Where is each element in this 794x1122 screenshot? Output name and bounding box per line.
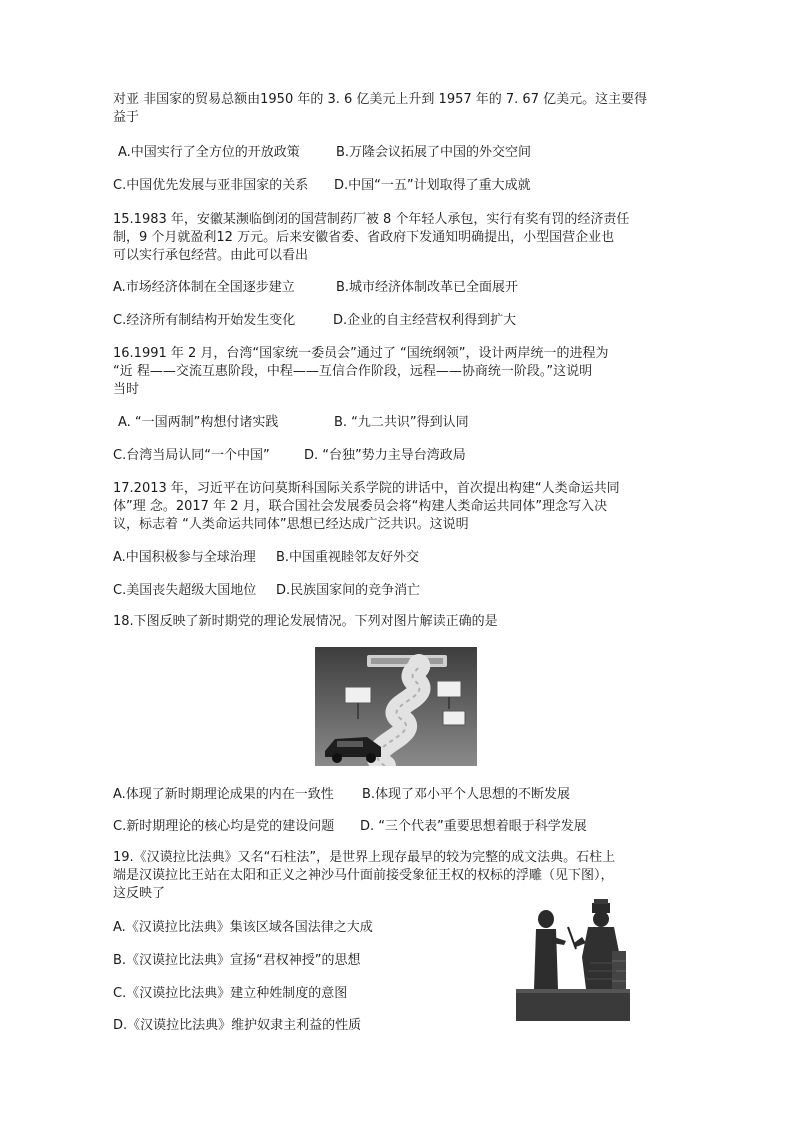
q14-stem-line-2: 益于: [113, 110, 140, 125]
q15-stem-line-1: 15.1983 年，安徽某濒临倒闭的国营制药厂被 8 个年轻人承包，实行有奖有罚的经济责任: [113, 212, 630, 227]
q16-stem-line-2: “近 程——交流互惠阶段，中程——互信合作阶段，远程——协商统一阶段。”这说明: [113, 364, 593, 379]
q18-option-c: C.新时期理论的核心均是党的建设问题: [113, 819, 335, 834]
q17-option-b: B.中国重视睦邻友好外交: [276, 550, 420, 565]
q16-option-b: B. “九二共识”得到认同: [334, 415, 469, 430]
q15-option-b: B.城市经济体制改革已全面展开: [336, 280, 519, 295]
q15-stem-line-3: 可以实行承包经营。由此可以看出: [113, 248, 309, 263]
q19-stem-line-2: 端是汉谟拉比王站在太阳和正义之神沙马什面前接受象征王权的权标的浮雕（见下图），: [113, 868, 614, 883]
q17-stem-line-2: 体”理 念。2017 年 2 月，联合国社会发展委员会将“构建人类命运共同体”理念写入决: [113, 499, 608, 514]
q18-option-b: B.体现了邓小平个人思想的不断发展: [362, 787, 571, 802]
q16-stem-line-3: 当时: [113, 382, 140, 397]
q17-stem-line-3: 议，标志着 “人类命运共同体”思想已经达成广泛共识。这说明: [113, 517, 469, 532]
q14-option-d: D.中国“一五”计划取得了重大成就: [334, 178, 531, 193]
q14-stem-line-1: 对亚 非国家的贸易总额由1950 年的 3. 6 亿美元上升到 1957 年的 7. 67 亿美元。这主要得: [113, 92, 648, 107]
theory-road-illustration: [315, 647, 477, 766]
q18-stem: 18.下图反映了新时期党的理论发展情况。下列对图片解读正确的是: [113, 614, 498, 629]
q15-option-c: C.经济所有制结构开始发生变化: [113, 313, 296, 328]
q16-option-d: D. “台独”势力主导台湾政局: [304, 448, 466, 463]
q19-stem-line-3: 这反映了: [113, 886, 166, 901]
q17-option-c: C.美国丧失超级大国地位: [113, 583, 257, 598]
q19-option-b: B.《汉谟拉比法典》宣扬“君权神授”的思想: [113, 953, 361, 968]
q19-option-d: D.《汉谟拉比法典》维护奴隶主利益的性质: [113, 1018, 362, 1033]
hammurabi-stele-image: [516, 897, 630, 1021]
hammurabi-relief-illustration: [516, 897, 630, 1021]
q14-option-a: A.中国实行了全方位的开放政策: [118, 145, 300, 160]
q15-option-d: D.企业的自主经营权利得到扩大: [333, 313, 517, 328]
q18-option-d: D. “三个代表”重要思想着眼于科学发展: [360, 819, 587, 834]
q19-option-c: C.《汉谟拉比法典》建立种姓制度的意图: [113, 986, 348, 1001]
q19-stem-line-1: 19.《汉谟拉比法典》又名“石柱法”，是世界上现存最早的较为完整的成文法典。石柱上: [113, 850, 616, 865]
q17-stem-line-1: 17.2013 年，习近平在访问莫斯科国际关系学院的讲话中，首次提出构建“人类命运共同: [113, 481, 620, 496]
q16-option-a: A. “一国两制”构想付诸实践: [118, 415, 279, 430]
q15-option-a: A.市场经济体制在全国逐步建立: [113, 280, 295, 295]
q14-option-b: B.万隆会议拓展了中国的外交空间: [336, 145, 532, 160]
theory-road-image: [315, 647, 477, 766]
q17-option-d: D.民族国家间的竞争消亡: [276, 583, 421, 598]
q15-stem-line-2: 制，9 个月就盈利12 万元。后来安徽省委、省政府下发通知明确提出，小型国营企业也: [113, 230, 615, 245]
q14-option-c: C.中国优先发展与亚非国家的关系: [113, 178, 309, 193]
q16-option-c: C.台湾当局认同“一个中国”: [113, 448, 270, 463]
q19-option-a: A.《汉谟拉比法典》集该区域各国法律之大成: [113, 920, 373, 935]
q17-option-a: A.中国积极参与全球治理: [113, 550, 256, 565]
q16-stem-line-1: 16.1991 年 2 月，台湾“国家统一委员会”通过了 “国统纲领”，设计两岸统一的进程为: [113, 346, 609, 361]
q18-option-a: A.体现了新时期理论成果的内在一致性: [113, 787, 334, 802]
